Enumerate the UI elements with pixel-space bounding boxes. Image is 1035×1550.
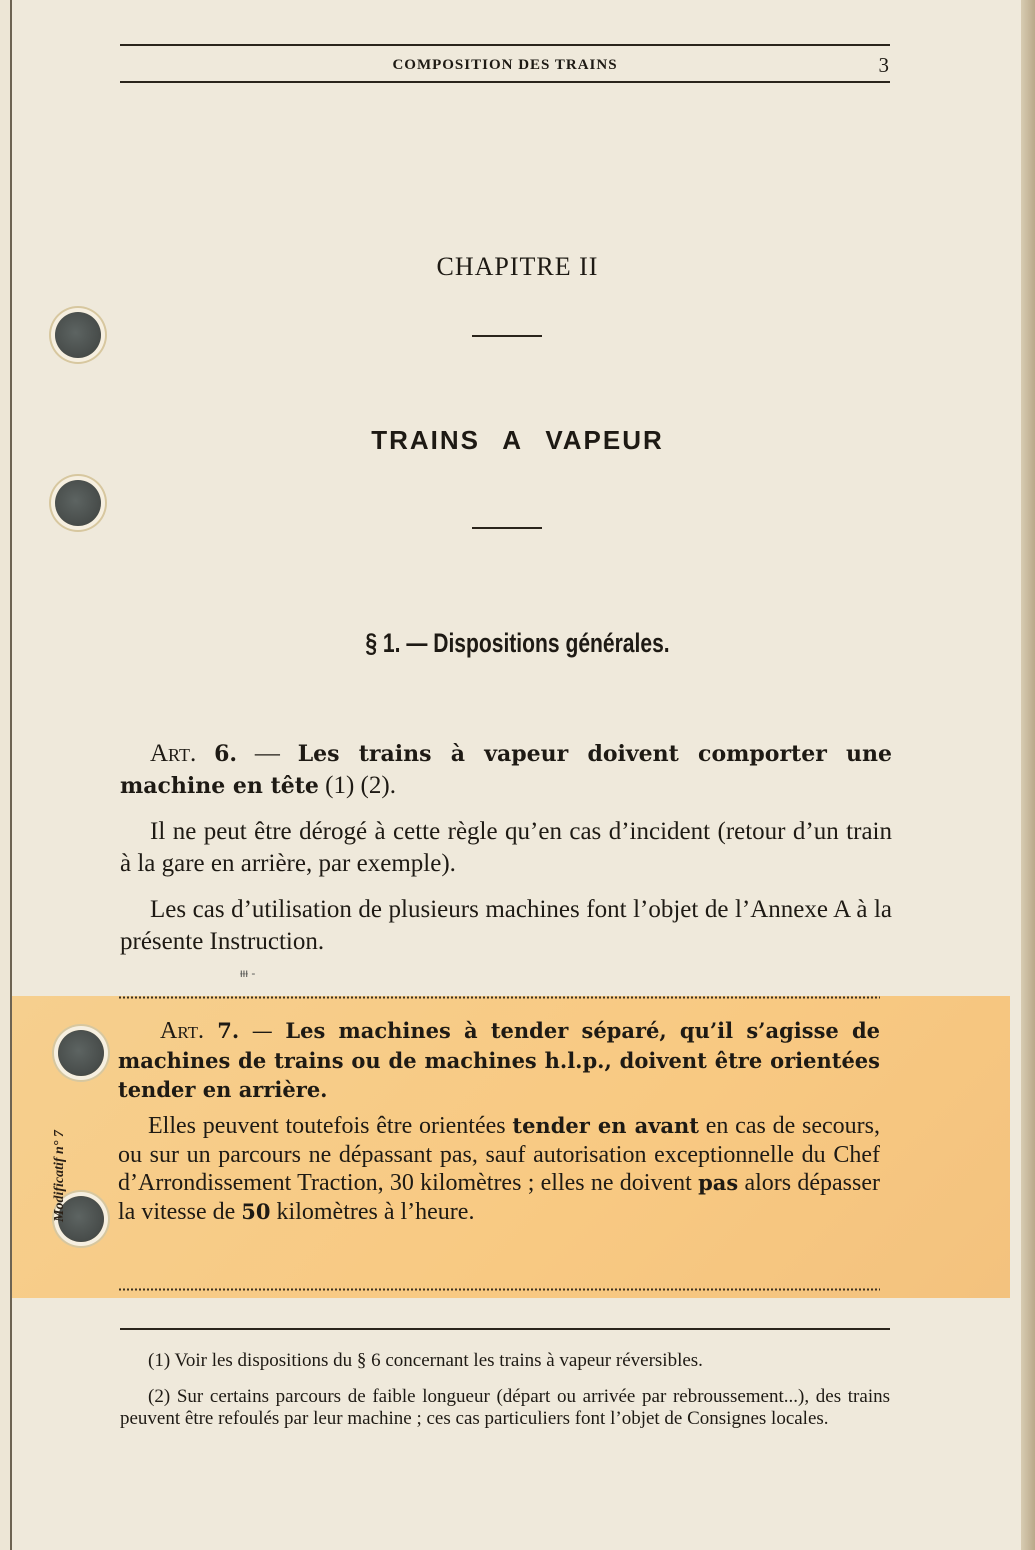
footnote-1: (1) Voir les dispositions du § 6 concernant les trains à vapeur réversibles. [148, 1350, 703, 1371]
slip-dotted-rule-top [118, 996, 880, 999]
running-title: COMPOSITION DES TRAINS [392, 57, 618, 73]
article-7 [118, 1016, 880, 1226]
punch-hole [55, 312, 101, 358]
article-6-para-2: Il ne peut être dérogé à cette règle qu’en cas d’incident (retour d’un train à la gare en arrière, par exemple). [120, 818, 892, 877]
text-run: Elles peuvent toutefois être orientées [148, 1113, 513, 1139]
header-rule-top [120, 44, 890, 46]
binding-rule [10, 0, 12, 1550]
footnote-refs: (1) (2). [318, 772, 396, 799]
article-6 [120, 738, 892, 958]
text-run: alors dépasser la vitesse de [118, 1170, 881, 1225]
article-6-para-3: Les cas d’utilisation de plusieurs machines font l’objet de l’Annexe A à la présente Instruction. [120, 896, 892, 955]
title-divider [472, 527, 542, 529]
chapter-label: CHAPITRE II [436, 252, 599, 281]
running-header [120, 55, 890, 79]
punch-hole [58, 1030, 104, 1076]
article-7-statement [118, 1016, 880, 1104]
footnotes [120, 1350, 890, 1444]
slip-dotted-rule-bottom [118, 1288, 880, 1291]
footnote-rule [120, 1328, 890, 1330]
article-dash: — [239, 1019, 286, 1043]
amendment-margin-note: Modificatif n° 7 [52, 1130, 67, 1222]
article-7-rule: Les machines à tender séparé, qu’il s’agisse de machines de trains ou de machines h.l.p., doivent être orientées tender en arrière. [118, 1018, 880, 1102]
footnote-2: (2) Sur certains parcours de faible longueur (départ ou arrivée par rebroussement...), des trains peuvent être refoulés par leur machine ; ces cas particuliers font l’objet de Consignes locales. [120, 1386, 890, 1429]
chapter-divider [472, 335, 542, 337]
chapter-title: TRAINS A VAPEUR [371, 425, 664, 455]
punch-hole [55, 480, 101, 526]
section-heading: § 1. — Dispositions générales. [365, 628, 670, 658]
text-run-bold: pas [698, 1170, 739, 1195]
article-label: Art. [150, 740, 197, 767]
text-run: en cas de secours, ou sur un parcours ne dépassant pas, sauf autorisation exceptionnelle du Chef d’Arrondissement Traction, 30 kilomètres ; elles ne doivent [118, 1113, 880, 1196]
article-label: Art. [160, 1018, 205, 1044]
article-6-rule: Les trains à vapeur doivent comporter une machine en tête [120, 741, 893, 799]
header-rule-bottom [120, 81, 890, 83]
page-edge [1021, 0, 1035, 1550]
article-7-para-2 [118, 1112, 880, 1226]
article-number: 6. [214, 741, 238, 767]
print-smudge: ᵼᵼᵼ - [240, 966, 256, 980]
page-number: 3 [878, 53, 890, 77]
text-run-bold: tender en avant [512, 1113, 699, 1138]
article-number: 7. [217, 1018, 240, 1043]
text-run-bold: 50 [241, 1198, 271, 1224]
text-run: kilomètres à l’heure. [270, 1198, 475, 1225]
article-6-statement [120, 738, 892, 802]
article-dash: — [237, 740, 298, 767]
